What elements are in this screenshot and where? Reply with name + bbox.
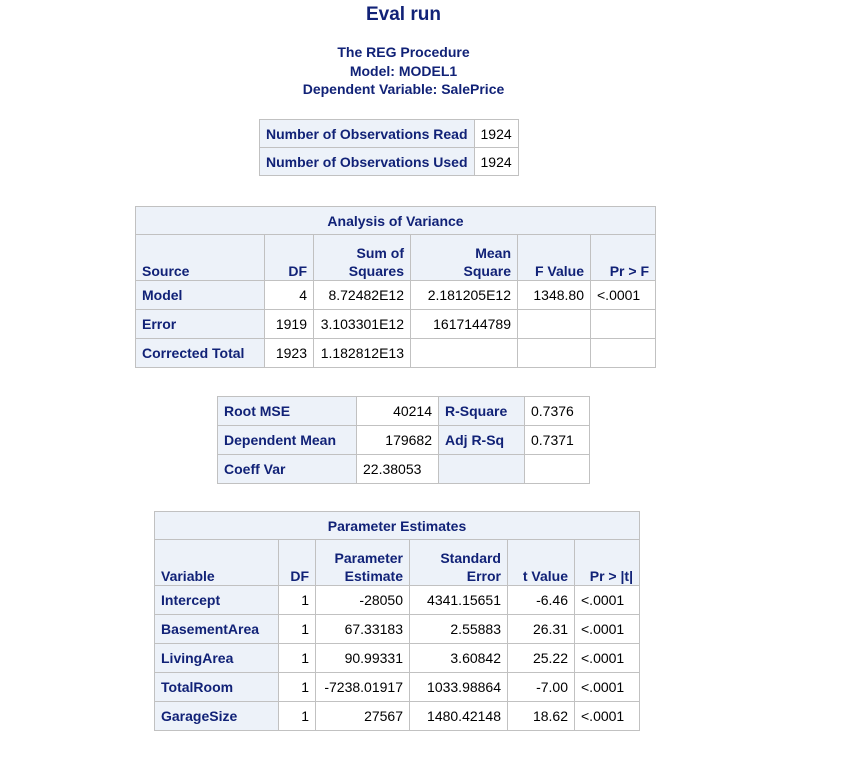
param-variable: BasementArea xyxy=(155,615,279,644)
param-estimate: 67.33183 xyxy=(316,615,410,644)
obs-used-label: Number of Observations Used xyxy=(260,148,475,176)
param-estimate: 90.99331 xyxy=(316,644,410,673)
col-header-se-line2: Error xyxy=(466,568,501,584)
fit-value-2 xyxy=(525,455,590,484)
anova-p xyxy=(591,310,656,339)
fit-label: Dependent Mean xyxy=(218,426,357,455)
param-se: 1033.98864 xyxy=(410,673,508,702)
fit-value: 40214 xyxy=(357,397,439,426)
col-header-est-line1: Parameter xyxy=(334,550,403,566)
fit-label: Coeff Var xyxy=(218,455,357,484)
anova-source: Model xyxy=(136,281,265,310)
fit-label-2: R-Square xyxy=(439,397,525,426)
page-title: Eval run xyxy=(366,4,441,25)
table-row xyxy=(155,702,640,731)
param-t: 25.22 xyxy=(508,644,575,673)
param-p: <.0001 xyxy=(575,673,640,702)
col-header-source: Source xyxy=(136,235,265,281)
param-df: 1 xyxy=(279,673,316,702)
col-header-t-value: t Value xyxy=(508,540,575,586)
param-se: 2.55883 xyxy=(410,615,508,644)
fit-value-2: 0.7376 xyxy=(525,397,590,426)
param-se: 1480.42148 xyxy=(410,702,508,731)
anova-ss: 1.182812E13 xyxy=(314,339,411,368)
procedure-name: The REG Procedure xyxy=(337,44,470,60)
obs-read-label: Number of Observations Read xyxy=(260,120,475,148)
param-estimate: -7238.01917 xyxy=(316,673,410,702)
procedure-header xyxy=(0,43,807,99)
table-caption-row xyxy=(136,207,656,235)
fit-label: Root MSE xyxy=(218,397,357,426)
param-variable: GarageSize xyxy=(155,702,279,731)
col-header-ss-line2: Squares xyxy=(348,263,404,279)
col-header-mean-square xyxy=(411,235,518,281)
table-caption-row xyxy=(155,512,640,540)
param-se: 4341.15651 xyxy=(410,586,508,615)
fit-label-2 xyxy=(439,455,525,484)
table-row xyxy=(136,310,656,339)
table-row xyxy=(260,120,519,148)
anova-f xyxy=(518,310,591,339)
fit-value: 179682 xyxy=(357,426,439,455)
fit-label-2: Adj R-Sq xyxy=(439,426,525,455)
anova-ms xyxy=(411,339,518,368)
param-estimate: 27567 xyxy=(316,702,410,731)
col-header-ms-line2: Square xyxy=(463,263,511,279)
obs-read-value: 1924 xyxy=(474,120,518,148)
table-row xyxy=(155,673,640,702)
table-row xyxy=(260,148,519,176)
param-variable: TotalRoom xyxy=(155,673,279,702)
param-df: 1 xyxy=(279,615,316,644)
param-t: 18.62 xyxy=(508,702,575,731)
col-header-se-line1: Standard xyxy=(440,550,501,566)
col-header-parameter-estimate xyxy=(316,540,410,586)
param-p: <.0001 xyxy=(575,586,640,615)
anova-ms: 2.181205E12 xyxy=(411,281,518,310)
param-p: <.0001 xyxy=(575,644,640,673)
anova-ss: 3.103301E12 xyxy=(314,310,411,339)
param-variable: Intercept xyxy=(155,586,279,615)
anova-df: 4 xyxy=(265,281,314,310)
anova-df: 1919 xyxy=(265,310,314,339)
dependent-variable: Dependent Variable: SalePrice xyxy=(302,81,505,97)
col-header-pr-f: Pr > F xyxy=(591,235,656,281)
param-t: -7.00 xyxy=(508,673,575,702)
anova-p: <.0001 xyxy=(591,281,656,310)
col-header-f-value: F Value xyxy=(518,235,591,281)
table-header-row xyxy=(155,540,640,586)
param-t: -6.46 xyxy=(508,586,575,615)
anova-f xyxy=(518,339,591,368)
col-header-df: DF xyxy=(265,235,314,281)
col-header-standard-error xyxy=(410,540,508,586)
model-name: Model: MODEL1 xyxy=(349,62,458,79)
fit-value-2: 0.7371 xyxy=(525,426,590,455)
anova-p xyxy=(591,339,656,368)
param-df: 1 xyxy=(279,702,316,731)
table-row xyxy=(155,615,640,644)
anova-df: 1923 xyxy=(265,339,314,368)
col-header-variable: Variable xyxy=(155,540,279,586)
param-se: 3.60842 xyxy=(410,644,508,673)
observations-table xyxy=(259,119,519,176)
col-header-est-line2: Estimate xyxy=(344,568,403,584)
param-df: 1 xyxy=(279,644,316,673)
table-row xyxy=(155,644,640,673)
table-row xyxy=(155,586,640,615)
anova-source: Corrected Total xyxy=(136,339,265,368)
param-t: 26.31 xyxy=(508,615,575,644)
fit-statistics-table xyxy=(217,396,590,484)
table-row xyxy=(136,281,656,310)
anova-f: 1348.80 xyxy=(518,281,591,310)
anova-caption: Analysis of Variance xyxy=(136,207,656,235)
parameter-estimates-table xyxy=(154,511,640,731)
anova-source: Error xyxy=(136,310,265,339)
param-p: <.0001 xyxy=(575,615,640,644)
param-df: 1 xyxy=(279,586,316,615)
table-row xyxy=(218,397,590,426)
table-row xyxy=(218,455,590,484)
param-variable: LivingArea xyxy=(155,644,279,673)
col-header-ms-line1: Mean xyxy=(475,245,511,261)
param-estimate: -28050 xyxy=(316,586,410,615)
table-header-row xyxy=(136,235,656,281)
col-header-ss-line1: Sum of xyxy=(356,245,404,261)
anova-ms: 1617144789 xyxy=(411,310,518,339)
fit-value: 22.38053 xyxy=(357,455,439,484)
anova-ss: 8.72482E12 xyxy=(314,281,411,310)
table-row xyxy=(218,426,590,455)
obs-used-value: 1924 xyxy=(474,148,518,176)
col-header-sum-squares xyxy=(314,235,411,281)
anova-table xyxy=(135,206,656,368)
param-p: <.0001 xyxy=(575,702,640,731)
table-row xyxy=(136,339,656,368)
parameters-caption: Parameter Estimates xyxy=(155,512,640,540)
col-header-df: DF xyxy=(279,540,316,586)
col-header-pr-t: Pr > |t| xyxy=(575,540,640,586)
